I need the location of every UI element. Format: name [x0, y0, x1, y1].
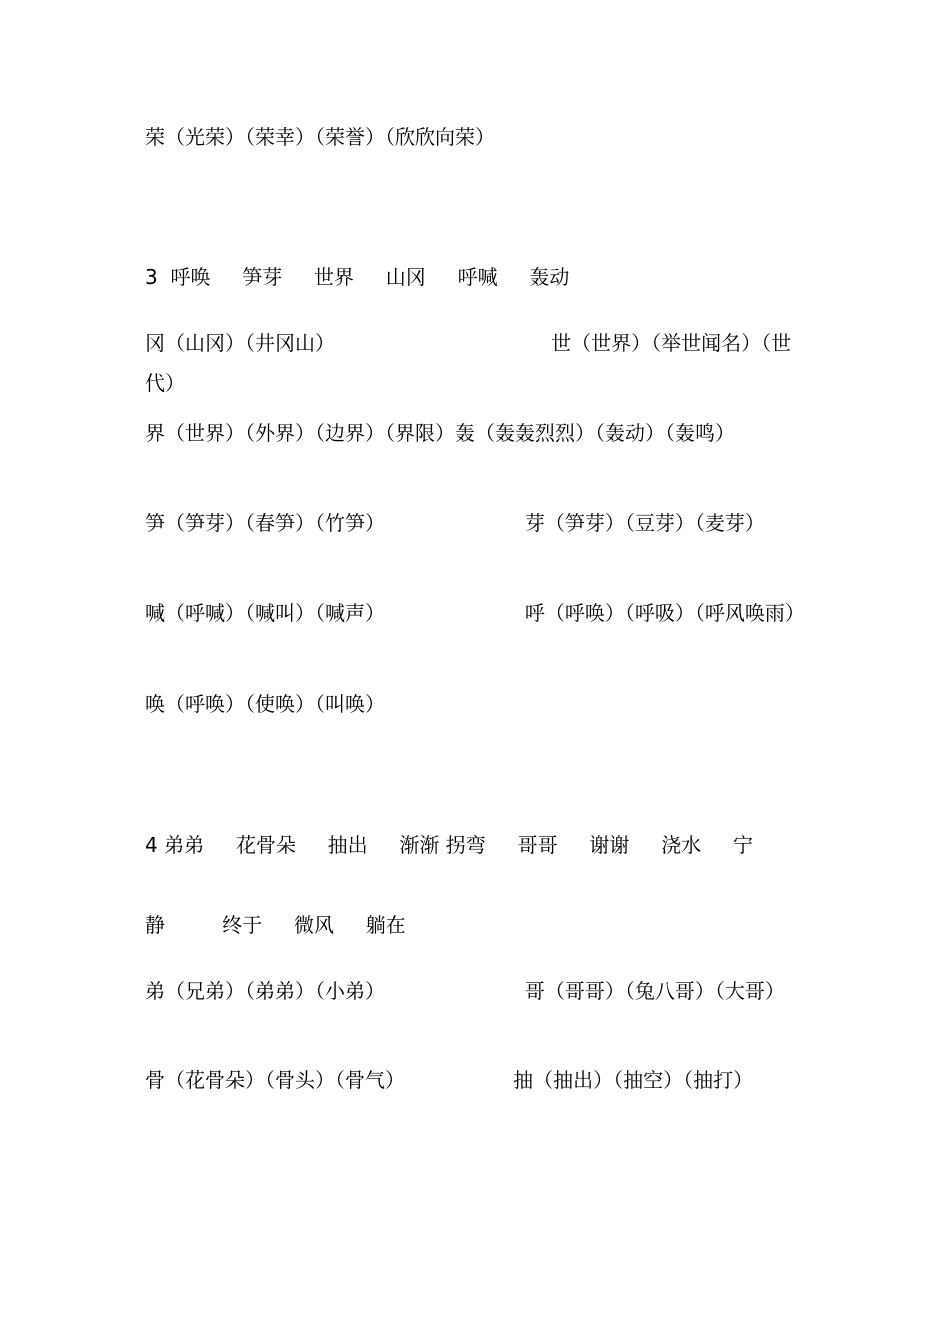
- vocab-line-sun-ya: 笋（笋芽）（春笋）（竹笋） 芽（笋芽）（豆芽）（麦芽）: [145, 511, 765, 535]
- lesson-4-word-list-continued: 静 终于 微风 躺在: [145, 913, 406, 937]
- vocab-line-han-hu: 喊（呼喊）（喊叫）（喊声） 呼（呼唤）（呼吸）（呼风唤雨）: [145, 601, 805, 625]
- vocab-line-gang-shi: 冈（山冈）（井冈山） 世（世界）（举世闻名）（世代）: [145, 331, 792, 395]
- lesson-3-word-list: 3 呼唤 笋芽 世界 山冈 呼喊 轰动: [145, 265, 570, 289]
- vocab-line-gu-chou: 骨（花骨朵）（骨头）（骨气） 抽（抽出）（抽空）（抽打）: [145, 1068, 754, 1092]
- vocab-line-jie-hong: 界（世界）（外界）（边界）（界限）轰（轰轰烈烈）（轰动）（轰鸣）: [145, 421, 735, 445]
- vocab-line-huan: 唤（呼唤）（使唤）（叫唤）: [145, 692, 385, 716]
- vocab-line-rong: 荣（光荣）（荣幸）（荣誉）（欣欣向荣）: [145, 125, 495, 149]
- lesson-4-word-list: 4 弟弟 花骨朵 抽出 渐渐 拐弯 哥哥 谢谢 浇水 宁: [145, 833, 753, 857]
- vocab-line-di-ge: 弟（兄弟）（弟弟）（小弟） 哥（哥哥）（兔八哥）（大哥）: [145, 979, 785, 1003]
